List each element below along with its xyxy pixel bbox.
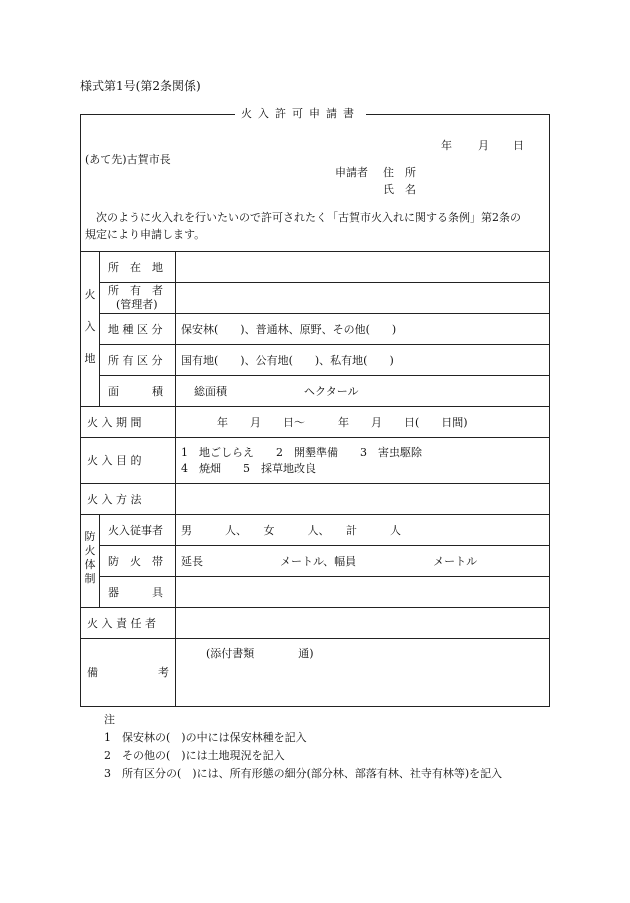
form-number: 様式第1号(第2条関係) [80, 79, 201, 93]
divider [99, 251, 100, 406]
divider [99, 576, 550, 577]
remarks-label-right: 考 [158, 666, 169, 679]
fire-prevention-group-label: 防 火 体 制 [84, 530, 96, 585]
note-item: 2 その他の( )には土地現況を記入 [104, 749, 285, 762]
period-value: 年 月 日～ 年 月 日( 日間) [217, 416, 468, 429]
date-year: 年 [441, 139, 452, 152]
divider [80, 406, 550, 407]
purpose-options-line2: 4 焼畑 5 採草地改良 [181, 462, 316, 475]
divider [99, 282, 550, 283]
attachments-count: (添付書類 通) [206, 647, 314, 660]
workers-value: 男 人、 女 人、 計 人 [181, 524, 401, 537]
divider [175, 251, 176, 707]
divider [99, 313, 550, 314]
land-type-label: 地 種 区 分 [108, 323, 163, 336]
workers-label: 火入従事者 [108, 524, 163, 537]
divider [99, 344, 550, 345]
notes-heading: 注 [104, 713, 115, 726]
addressee: (あて先)古賀市長 [85, 153, 171, 166]
method-label: 火 入 方 法 [87, 493, 142, 506]
remarks-label: 備 [87, 666, 98, 679]
date-day: 日 [513, 139, 524, 152]
firebreak-value: 延長 メートル、幅員 メートル [181, 555, 478, 568]
land-group-label: 火 入 地 [84, 288, 96, 365]
note-item: 3 所有区分の( )には、所有形態の細分(部分林、部落有林、社寺有林等)を記入 [104, 767, 503, 780]
divider [80, 514, 550, 515]
intro-text: 次のように火入れを行いたいので許可されたく「古賀市火入れに関する条例」第2条の [96, 211, 521, 224]
divider [99, 375, 550, 376]
divider [99, 514, 100, 607]
period-label: 火 入 期 間 [87, 416, 142, 429]
divider [99, 545, 550, 546]
intro-text-cont: 規定により申請します。 [85, 228, 206, 241]
owner-label: 所 有 者 [108, 284, 163, 297]
divider [80, 638, 550, 639]
date-month: 月 [478, 139, 489, 152]
location-label: 所 在 地 [108, 261, 163, 274]
firebreak-label: 防 火 帯 [108, 555, 163, 568]
form-title: 火入許可申請書 [235, 108, 366, 120]
purpose-options-line1: 1 地ごしらえ 2 開墾準備 3 害虫駆除 [181, 446, 422, 459]
area-label: 面 積 [108, 385, 163, 398]
divider [80, 437, 550, 438]
divider [80, 607, 550, 608]
manager-label: 火 入 責 任 者 [87, 617, 156, 630]
applicant-address-label: 住 所 [383, 166, 416, 179]
note-item: 1 保安林の( )の中には保安林種を記入 [104, 731, 307, 744]
area-value: 総面積 ヘクタール [194, 385, 359, 398]
purpose-label: 火 入 目 的 [87, 454, 142, 467]
equipment-label: 器 具 [108, 586, 163, 599]
ownership-type-label: 所 有 区 分 [108, 354, 163, 367]
applicant-name-label: 氏 名 [383, 183, 416, 196]
divider [80, 251, 550, 252]
land-type-value: 保安林( )、普通林、原野、その他( ) [181, 323, 397, 336]
ownership-type-value: 国有地( )、公有地( )、私有地( ) [181, 354, 394, 367]
divider [80, 483, 550, 484]
applicant-label: 申請者 [335, 166, 368, 179]
owner-sub-label: (管理者) [116, 298, 158, 311]
